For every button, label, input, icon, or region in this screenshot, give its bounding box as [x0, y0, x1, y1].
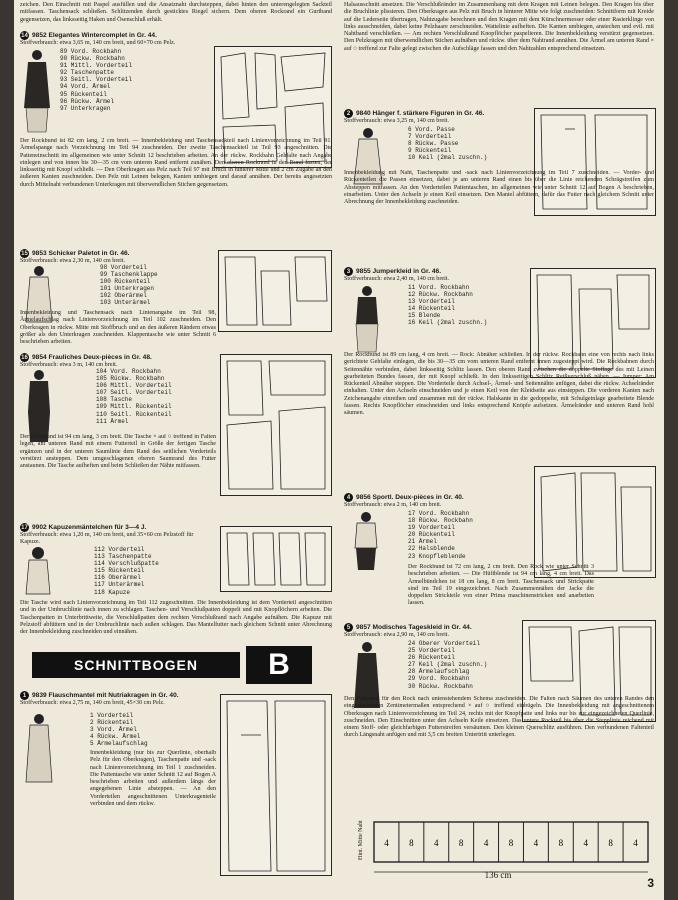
section-title: 9852 Elegantes Wintercomplet in Gr. 44.	[32, 31, 157, 39]
fabric-usage: Stoffverbrauch: etwa 2,30 m, 140 cm breit.	[20, 258, 125, 264]
schema-cell-label: 4	[384, 838, 389, 848]
pattern-parts-list: 104 Vord. Rockbahn 105 Rückw. Rockbahn 106 Mittl. Vorderteil 107 Seitl. Vorderteil 108 Tasche 109 Mittl. Rückenteil 110 Seitl. Rückenteil 111 Ärmel	[96, 368, 172, 425]
section-number: 16	[21, 354, 28, 361]
section-title: 9856 Sportl. Deux-pièces in Gr. 40.	[356, 493, 464, 501]
section-2	[344, 106, 658, 254]
pattern-parts-list: 11 Vord. Rockbahn 12 Rückw. Rockbahn 13 Vorderteil 14 Rückenteil 15 Blende 16 Keil (2mal zuschn.)	[408, 284, 488, 327]
section-heading	[20, 31, 334, 40]
section-text: Die Tasche wird nach Linienvorzeichnung im Teil 112 zugeschnitten. Die Innenbekleidung ist dem Vorderteil angeschnitten und in der Umbruchlinie nach innen zu schlagen. Taschen- und Verschlußpatten doppelt und mit Knopflöchern arbeiten. Die Taschenpatten in Unterbrittweite, die Verschlußpatten dem rechten Verschlußrand nach Angabe aufnähen. Die Kapuze mit Pelzstoff abfüttern und in der Umbruchlinie nach außen schlagen. Das Mantelfutter nach gleichem Schnitt unter Abrechnung der Innenbekleidung zuschneiden und einnähen.	[20, 600, 332, 636]
fabric-usage: Stoffverbrauch: etwa 2,75 m, 140 cm breit, 45×30 cm Pelz.	[20, 700, 165, 706]
schema-cell-label: 8	[558, 838, 564, 848]
section-17	[20, 520, 334, 636]
section-14	[20, 28, 334, 198]
schema-cell-label: 4	[583, 838, 588, 848]
schema-side-label: Hint. Mitte Naht	[358, 820, 364, 860]
section-5	[344, 620, 658, 810]
section-text: Innenbekleidung mit Naht, Taschenpatte und -sack nach Linienvorzeichnung im Teil 7 zuschneiden. — Vorder- und Rückenteilen die Passen einsetzen, dabei je am unteren Rand einen bis über die Linie reichenden Schrägstreifen zum Absteppen mitfassen. An den Vorderteilen Pattentaschen, im allgemeinen wie unter Schnitt 12 auf Bogen A beschrieben, einarbeiten. Unter den Achseln je einen Keil einsetzen. Den Mantel abfüttern, dafür das Futter nach gleichem Schnitt unter Abrechnung der Innenbekleidung zuschneiden.	[344, 170, 654, 206]
pattern-parts-list: 17 Vord. Rockbahn 18 Rückw. Rockbahn 19 Vorderteil 20 Rückenteil 21 Ärmel 22 Halsblende 23 Knopfleblende	[408, 510, 473, 560]
section-1	[20, 688, 334, 900]
fabric-usage: Stoffverbrauch: etwa 3,25 m, 140 cm breit.	[344, 118, 449, 124]
pattern-diagram	[534, 466, 656, 578]
fabric-usage: Stoffverbrauch: etwa 3 m, 140 cm breit.	[20, 362, 118, 368]
pattern-diagram	[220, 526, 332, 592]
fabric-usage: Stoffverbrauch: etwa 2,40 m, 140 cm breit.	[344, 276, 449, 282]
schnittbogen-banner: SCHNITTBOGEN	[32, 652, 240, 678]
sheet-letter-banner: B	[246, 646, 312, 684]
pattern-parts-list: 1 Vorderteil 2 Rückenteil 3 Vord. Ärmel 4 Rückw. Ärmel 5 Ärmelaufschlag	[90, 712, 148, 748]
section-title: 9839 Flauschmantel mit Nutriakragen in Gr. 40.	[32, 691, 179, 699]
schema-cell-label: 4	[434, 838, 439, 848]
intro-text: zeichen. Den Einschnitt mit Paspel ausfüllen und die Ansatznaht durchsteppen, dabei hinten den unterengelegten Sackteil mitfassen. Taschensack schließen. Schlitzenden durch gesticktes Riegel sichern. Dem oberen Rockrand ein Gurtband gegensetzen, das linksseitig Haken und Ösenschluß erhält.	[20, 2, 332, 23]
section-number: 17	[21, 524, 28, 531]
schema-cell-label: 8	[458, 838, 464, 848]
schema-cell-label: 8	[608, 838, 613, 848]
fashion-illustration	[22, 712, 56, 792]
section-title: 9857 Modisches Tageskleid in Gr. 44.	[356, 623, 472, 631]
fabric-usage: Stoffverbrauch: etwa 2 m, 140 cm breit.	[344, 502, 442, 508]
schema-cell-label: 8	[409, 838, 414, 848]
schema-width-label: 136 cm	[484, 870, 512, 880]
pattern-diagram	[220, 694, 332, 876]
fashion-illustration	[22, 546, 54, 606]
pattern-diagram	[220, 354, 332, 496]
section-title: 9902 Kapuzenmäntelchen für 3—4 J.	[32, 523, 147, 531]
section-number: 3	[344, 267, 353, 276]
section-number: 15	[21, 250, 28, 257]
schema-cell-label: 4	[483, 838, 489, 848]
section-15	[20, 246, 334, 346]
page-number: 3	[647, 876, 654, 890]
pattern-parts-list: 98 Vorderteil 99 Taschenklappe 100 Rückenteil 101 Unterkragen 102 Oberärmel 103 Unterärmel	[100, 264, 158, 307]
section-text: Innenbekleidung (nur bis zur Querlinie, oberhalb Pelz für den Oberkragen), Taschenpatte und -sack nach Linienvorzeichnung im Teil 1 zuschneiden. Die Pattentasche wie unter Schnitt 12 auf Bogen A beschrieben arbeiten und außerdem längs der angegebenen Linie absteppen. — An den Vorderteilen angeschnittenen Unterkragenteile verbinden und dem rückw.	[90, 750, 216, 808]
section-text: Der Rockbund ist 89 cm lang, 4 cm breit. — Rock: Abnäher schließen. In der rückw. Rockbahn eine von rechts nach links gerichtete Gehfalte einlegen, die bis 30—35 cm vom unteren Rand entfernt innen zugesteppt wird. Die Rockbahnen durch Seitennähte verbinden, dabei linksseitig Schlitz lassen. Den oberen Rand zwischen die doppelte Stoffage des mit Leinen gearbeiteten Bundes fassen, der mit Knopf schließt. In den linksseitigen Schlitz Reißverschluß nähen. — Jumper: Am Rückenteil Abnäher steppen. Die Vorderteile durch Achsel-, Ärmel- und Seitennähte anfügen, dabei die rückw. Achselränder einhalten. Unter den Achseln einschneiden und je einen Keil von der Kleidseite aus einsteppen. Die vorderen Kanten nach Zeichenangabe einreihen und zusammen mit der rückw. Halskante in die gedoppelte, mit Schulgeinlage gearbeitete Blende fassen. Rechts Knopflöcher einschneiden und links entsprechend Knöpfe aufsetzen. Ärmelränder und unteren Rand hohl säumen.	[344, 352, 654, 417]
section-title: 9853 Schicker Paletot in Gr. 46.	[32, 249, 130, 257]
section-title: 9854 Frauliches Deux-pièces in Gr. 48.	[32, 353, 152, 361]
schema-cell-label: 4	[633, 838, 638, 848]
section-title: 9855 Jumperkleid in Gr. 46.	[356, 267, 442, 275]
section-4	[344, 490, 658, 608]
fabric-usage: Stoffverbrauch: etwa 2,90 m, 140 cm breit.	[344, 632, 449, 638]
pattern-diagram	[218, 250, 332, 332]
section-number: 5	[344, 623, 353, 632]
pleat-schema	[348, 816, 654, 886]
magazine-page	[14, 0, 664, 900]
section-3	[344, 264, 658, 484]
section-16	[20, 350, 334, 502]
fabric-usage: Stoffverbrauch: etwa 1,20 m, 140 cm breit, und 35×60 cm Pelzstoff für Kapuze.	[20, 532, 194, 546]
fabric-usage: Stoffverbrauch: etwa 3,65 m, 140 cm breit, und 60×70 cm Pelz.	[20, 40, 176, 46]
section-number: 14	[21, 32, 28, 39]
section-title: 9840 Hänger f. stärkere Figuren in Gr. 46.	[356, 109, 485, 117]
right-top-text: Halsausschnitt ansetzen. Die Verschlußränder im Zusammenhang mit dem Kragen mit Leinen belegen. Den Kragen bis über die Bruchlinie plissieren. Den Oberkragen aus Pelz mit Bruch in hinterer Mitte wie folgt zuschneiden: Schnittform mit Kreide auf die Lederseite übertragen, Nahtzugabe berechnen und den Kragen mit dem Kürschnermesser oder einer Rasierklinge von links ausschneiden, dabei keine Pelzhaare zerschneiden. Wattelinie aufheften. Die Kanten umbiegen, anstechen und evtl. mit Nahtband verschließen. — Am rechten Verschlußrand Knopflöcher paspelieren. Die Innenbekleidung verstürzt gegensetzen. Den Pelzkragen mit überwendlichen Stichen aufnähen und rückw. über dem Nahtrand annähen. Die Ärmel am unteren Rand × auf ○ treffend zur Falte gelegt zwischen die Aufschläge fassen und den Nahtzahlen entsprechend einsetzen.	[344, 2, 654, 52]
pattern-parts-list: 24 Oberer Vorderteil 25 Vorderteil 26 Rückenteil 27 Keil (2mal zuschn.) 28 Ärmelaufschlag 29 Vord. Rockbahn 30 Rückw. Rockbahn	[408, 640, 488, 690]
schema-cell-label: 4	[533, 838, 539, 848]
section-number: 4	[344, 493, 353, 502]
section-number: 2	[344, 109, 353, 118]
section-text: Innenbekleidung und Taschensack nach Linienangabe im Teil 98, Ärmelaufschlag nach Linienvorzeichnung im Teil 102 zuschneiden. Den Oberkragen in rückw. Mitte mit Stoffbruch und an den äußeren Rändern etwas größer als den Unterkragen zuschneiden. Klappentasche wie unter Schnitt 6 beschrieben arbeiten.	[20, 310, 216, 346]
section-text: Der Rockbund ist 94 cm lang, 3 cm breit. Die Tasche × auf ○ treffend in Falten legen, am unteren Rand mit einem Futterteil in Größe der fertigen Tasche ergänzen und in der unteren Saumlinie dem Rand des seitlichen Vorderteils verstürzt ansteppen. Dem umgeschlagenen oberen Saumrand des Futter anstaunen. Die Tasche aufheften und beim Schließen der Nähte mitfassen.	[20, 434, 216, 470]
pattern-parts-list: 6 Vord. Passe 7 Vorderteil 8 Rückw. Passe 9 Rückenteil 10 Keil (2mal zuschn.)	[408, 126, 488, 162]
fashion-illustration	[20, 48, 54, 138]
pattern-parts-list: 112 Vorderteil 113 Taschenpatte 114 Verschlußpatte 115 Rückenteil 116 Oberärmel 117 Unterärmel 118 Kapuze	[94, 546, 159, 596]
section-number: 1	[20, 691, 29, 700]
fashion-illustration	[350, 284, 384, 356]
schema-cell-label: 8	[508, 838, 514, 848]
fashion-illustration	[350, 510, 382, 574]
pattern-parts-list: 89 Vord. Rockbahn 90 Rückw. Rockbahn 91 Mittl. Vorderteil 92 Taschenpatte 93 Seitl. Vorderteil 94 Vord. Ärmel 95 Rückenteil 96 Rückw. Ärmel 97 Unterkragen	[60, 48, 133, 112]
section-text: Der Rockbund ist 72 cm lang, 2 cm breit. Den Rock wie unter Schnitt 3 beschrieben arbeiten. — Die Hüftblende ist 94 cm lang, 4 cm breit. Das Ärmelbündchen ist 18 cm lang, 8 cm breit. Taschensack und Strickpatte sind im Teil 19 eingezeichnet. Nach Zusammennähen der Jacke die doppelten Strickteile von einer Prima maschinenstricken und anarbeiten lassen.	[408, 564, 594, 606]
section-text: Der Rockbund ist 82 cm lang, 2 cm breit. — Innenbekleidung und Taschensackteil nach Linienvorzeichnung im Teil 91. Ärmelspange nach Vorzeichnung im Teil 94 zuschneiden. Der zweite Taschensackteil ist Teil 93 angeschnitten. Die Patteneinschnitt im allgemeinen wie unter Schnitt 12 beschrieben arbeiten. An der rückw. Rockbahn Gehfalte nach Angabe einlegen und von innen bis 30—35 cm vom unteren Rand entfernt zunähen. Den oberen Rockrand in den Bund fassen, der linksseitig mit Knopf schließt. — Den Oberkragen aus Pelz nach Teil 97 mit Bruch in hinterer Mitte und 2 cm Zugabe an den äußeren Kanten zuschneiden. Den Pelz mit Leinen belegen, Kanten umbiegen und darauf annähen. Der bereits angesetzten durch Mittelnaht verbundenen Unterkragen mit überwendlichen Stichen gegensetzen.	[20, 138, 332, 188]
section-text: Den Faltenteil für den Rock nach untenstehendem Schema zuschneiden. Die Falten nach Säumen des unteren Randes den eingezeichneten Zentimetermaßen entsprechend × auf ○ treffend einbügeln. Die Innenbekleidung mit angeschnittenem Oberkragen nach Linienvorzeichnung im Teil 24, rechts mit der Knopfpatte und links nur bis zur eingezeichneten Querlinie, zuschneiden. Den Einschnitten unter den Achseln Keile einsetzen. Das untere Rockteil bis über die Stepplinie reichend mit einem Stoff- oder gleichfarbigen Futterstreifen versäumen. Den kleinen Querschlitz ausführen. Den verbundenen Faltenteil durch Längsnaht anfügen und mit 3,5 cm breiten Untertritt unterlegen.	[344, 696, 654, 739]
